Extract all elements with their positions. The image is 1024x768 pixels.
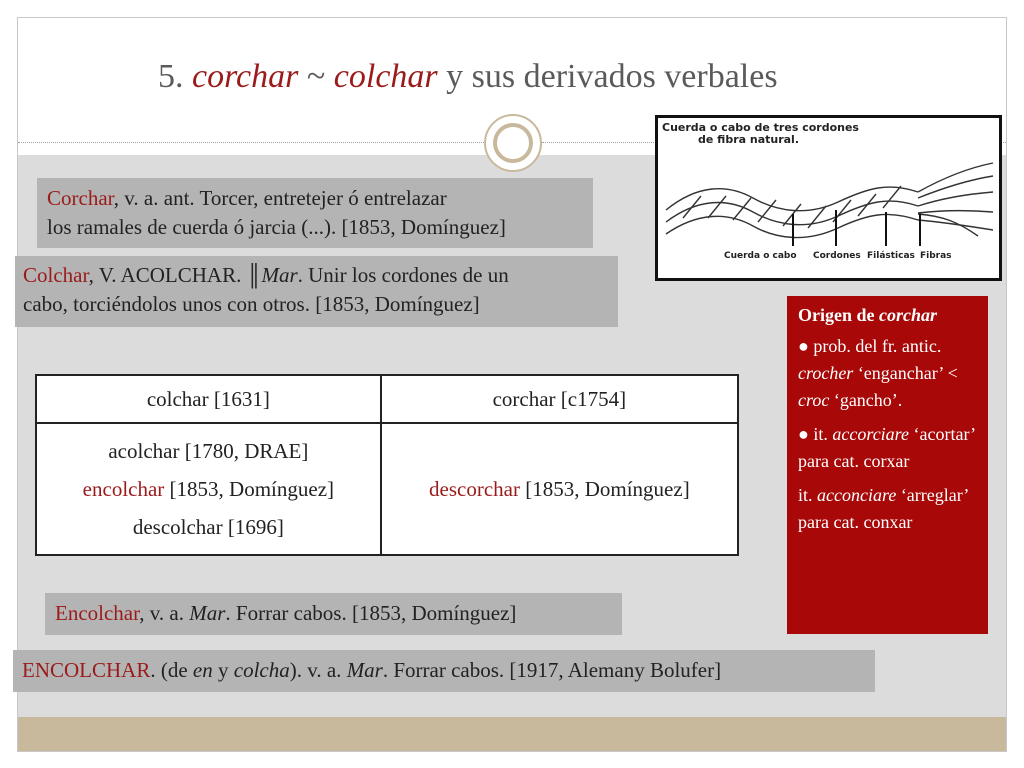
definition-colchar: Colchar, V. ACOLCHAR. ║Mar. Unir los cordones de un cabo, torciéndolos unos con otros. [1853, Domínguez]: [15, 256, 618, 327]
figure-label-filasticas: Filásticas: [867, 251, 915, 261]
headword-corchar: Corchar: [47, 186, 114, 210]
definition-encolchar-1917: ENCOLCHAR. (de en y colcha). v. a. Mar. Forrar cabos. [1917, Alemany Bolufer]: [13, 650, 875, 692]
figure-label-cuerda: Cuerda o cabo: [724, 251, 797, 261]
table-cell-colchar-derivatives: acolchar [1780, DRAE] encolchar [1853, Domínguez] descolchar [1696]: [36, 423, 381, 555]
figure-label-cordones: Cordones: [813, 251, 861, 261]
origin-title: Origen de corchar: [798, 305, 937, 325]
figure-label-fibras: Fibras: [920, 251, 952, 261]
origin-item-italian-acconciare: it. acconciare ‘arreglar’ para cat. conxar: [798, 485, 969, 532]
headword-colchar: Colchar: [23, 263, 89, 287]
table-header-corchar: corchar [c1754]: [381, 375, 738, 423]
title-divider-left: [18, 142, 484, 143]
table-header-colchar: colchar [1631]: [36, 375, 381, 423]
verb-derivatives-table: [35, 374, 739, 556]
definition-encolchar: Encolchar, v. a. Mar. Forrar cabos. [1853, Domínguez]: [45, 593, 622, 635]
origin-item-french: ● prob. del fr. antic. crocher ‘enganchar’ < croc ‘gancho’.: [798, 336, 958, 410]
table-cell-corchar-derivatives: descorchar [1853, Domínguez]: [381, 423, 738, 555]
figure-caption: Cuerda o cabo de tres cordones de fibra natural.: [662, 121, 859, 146]
origin-panel: [787, 296, 988, 634]
definition-corchar: Corchar, v. a. ant. Torcer, entretejer ó entrelazar los ramales de cuerda ó jarcia (...). [1853, Domínguez]: [37, 178, 593, 248]
slide-title: 5. corchar ~ colchar y sus derivados verbales: [158, 58, 778, 95]
footer-bar: [18, 717, 1006, 751]
circle-ornament: [484, 114, 542, 172]
rope-illustration: [655, 115, 1002, 281]
origin-item-italian-accorciare: ● it. accorciare ‘acortar’ para cat. corxar: [798, 424, 975, 471]
